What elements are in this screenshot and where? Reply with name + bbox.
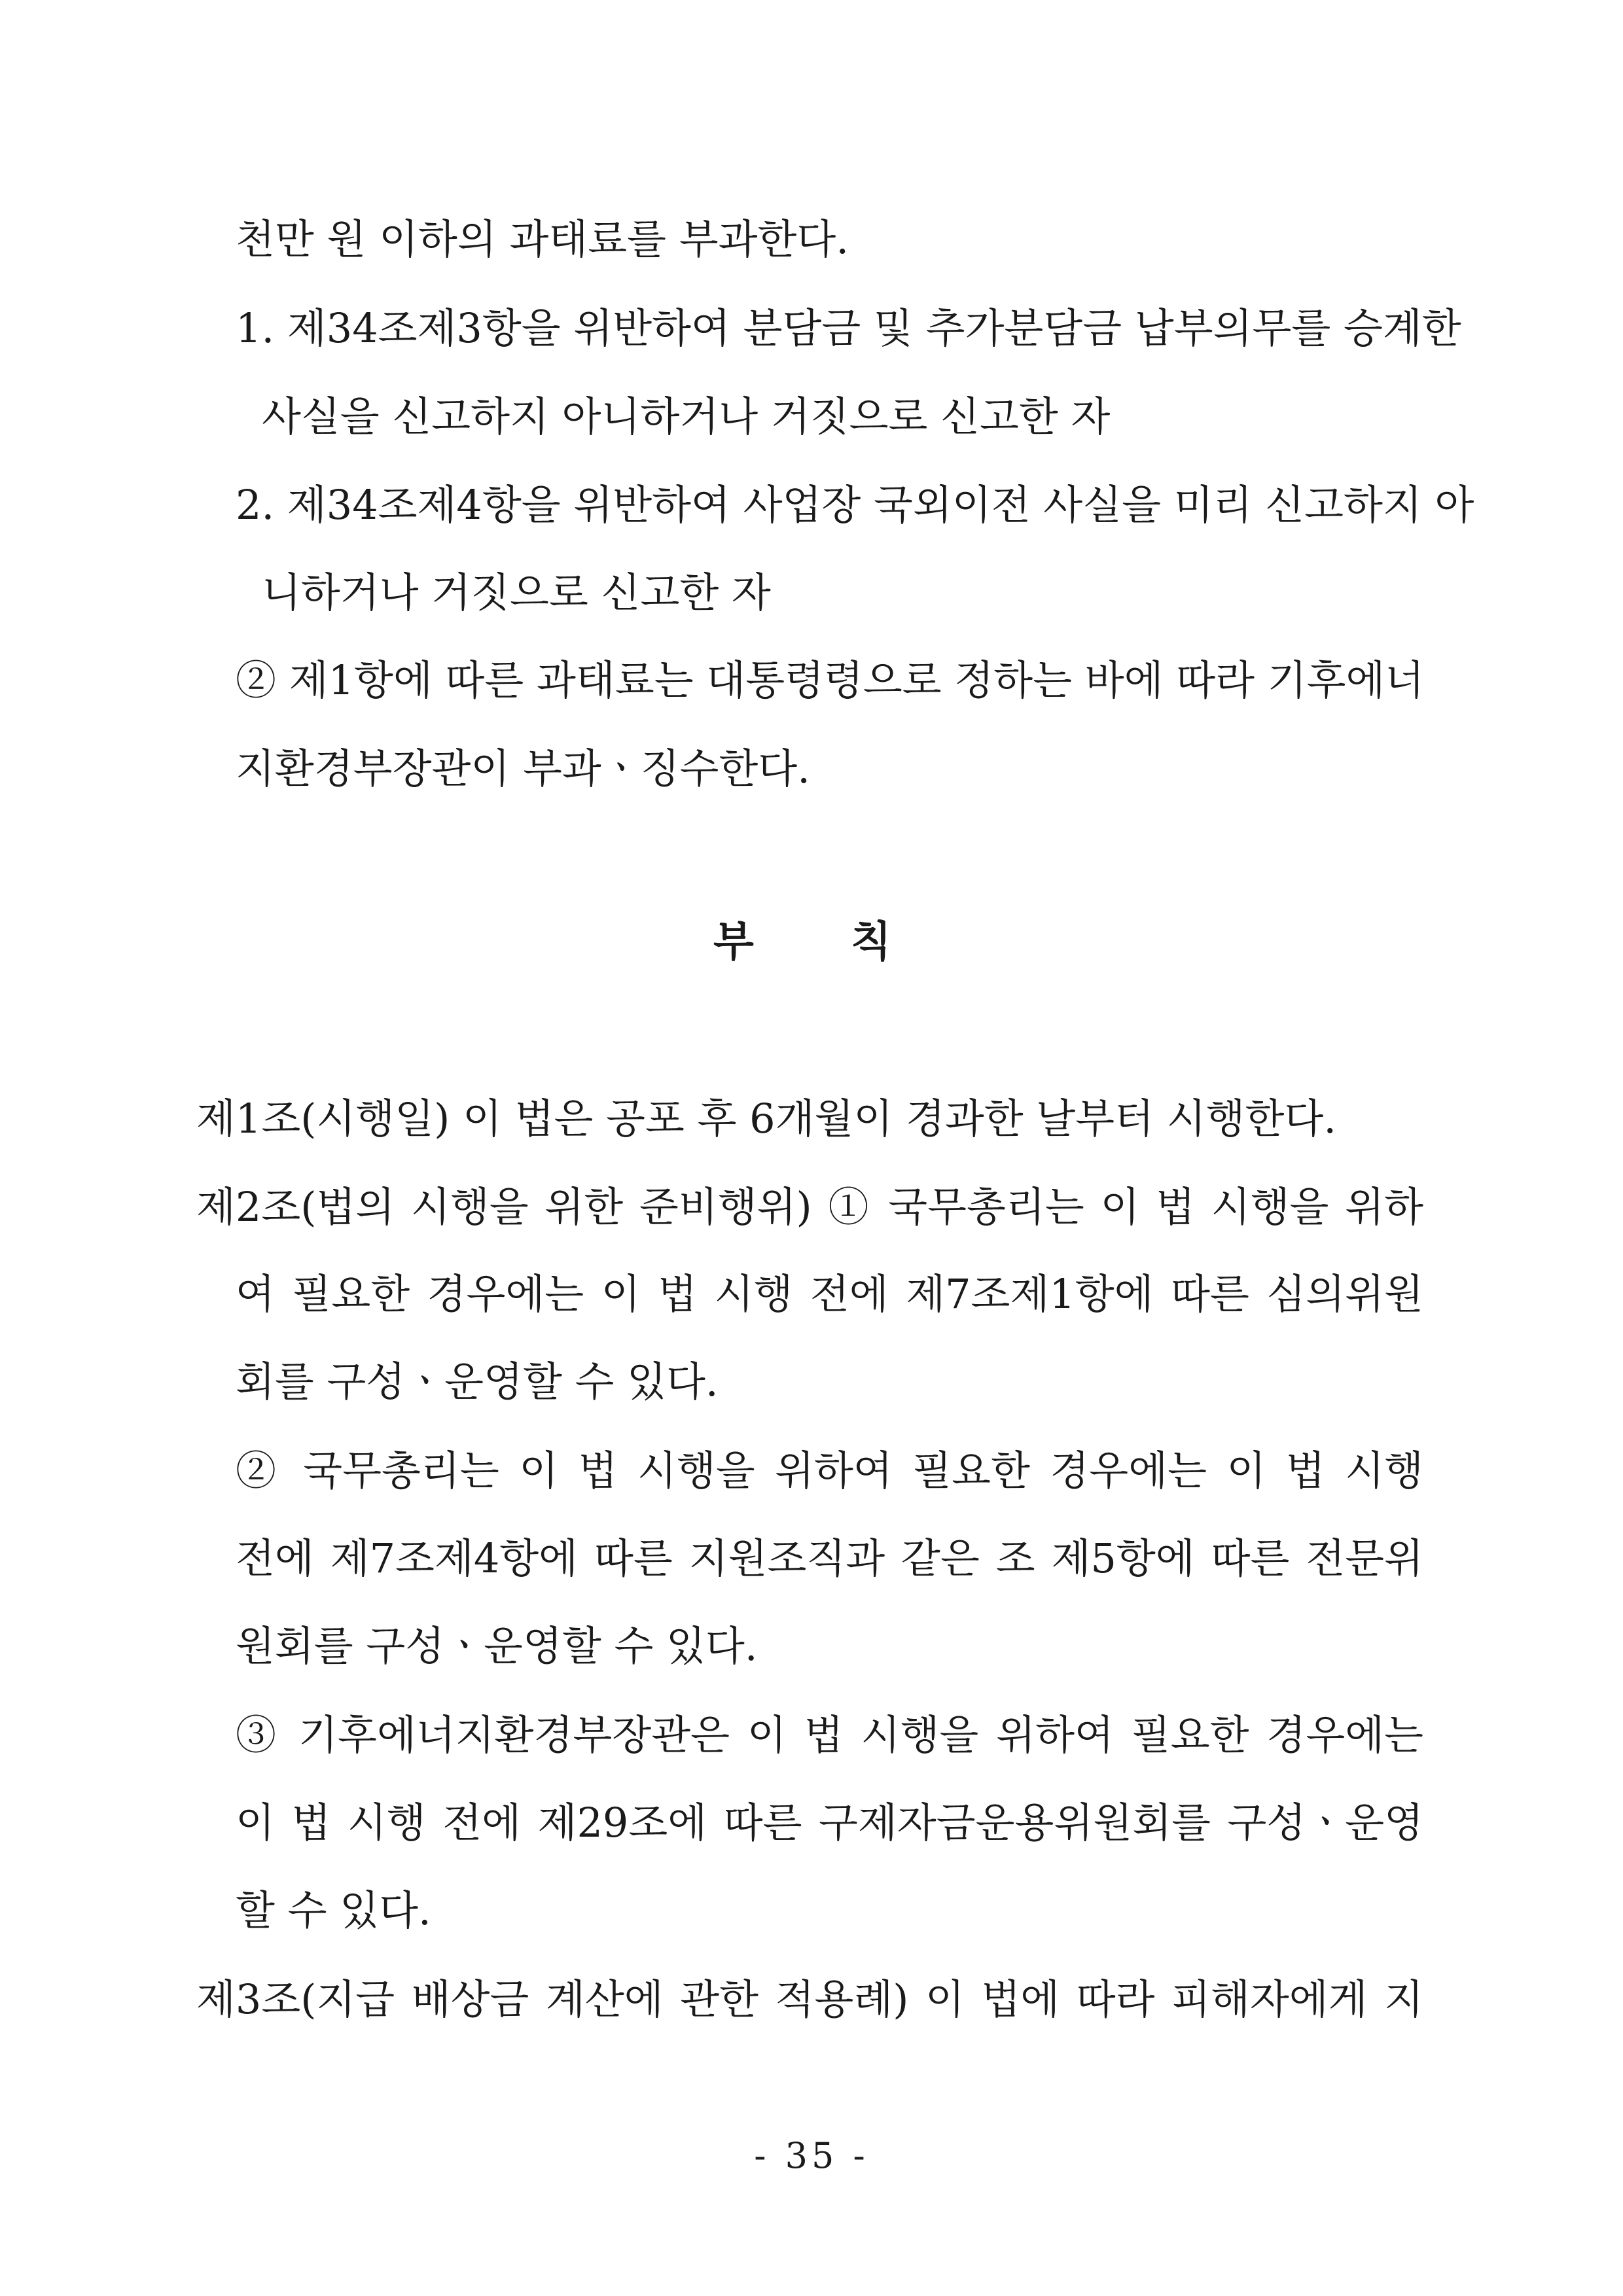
addenda-heading-2	[851, 916, 893, 968]
addenda-article-2-para-3-line-2: 이 법 시행 전에 제29조에 따른 구제자금운용위원회를 구성ㆍ운영	[236, 1799, 1423, 1846]
list-item-1-line-2: 사실을 신고하지 아니하거나 거짓으로 신고한 자	[262, 393, 1111, 440]
list-item-1-line-1: 1. 제34조제3항을 위반하여 분담금 및 추가분담금 납부의무를 승계한	[236, 304, 1461, 352]
list-item-2-line-2: 니하거나 거짓으로 신고한 자	[262, 569, 771, 616]
addenda-article-3-line-1: 제3조(지급 배상금 계산에 관한 적용례) 이 법에 따라 피해자에게 지	[196, 1975, 1423, 2023]
addenda-article-2-line-3: 회를 구성ㆍ운영할 수 있다.	[236, 1358, 719, 1405]
addenda-article-2-para-2-line-1: ② 국무총리는 이 법 시행을 위하여 필요한 경우에는 이 법 시행	[236, 1447, 1423, 1494]
addenda-article-2-para-3-line-3: 할 수 있다.	[236, 1886, 431, 1934]
paragraph-2-line-1: ② 제1항에 따른 과태료는 대통령령으로 정하는 바에 따라 기후에너	[236, 656, 1425, 704]
addenda-article-2-line-1: 제2조(법의 시행을 위한 준비행위) ① 국무총리는 이 법 시행을 위하	[196, 1183, 1423, 1231]
body-line: 천만 원 이하의 과태료를 부과한다.	[236, 215, 849, 263]
page-number: - 35 -	[754, 2135, 869, 2176]
addenda-article-2-para-2-line-3: 원회를 구성ㆍ운영할 수 있다.	[236, 1622, 758, 1670]
addenda-article-2-para-3-line-1: ③ 기후에너지환경부장관은 이 법 시행을 위하여 필요한 경우에는	[236, 1711, 1423, 1759]
addenda-article-1: 제1조(시행일) 이 법은 공포 후 6개월이 경과한 날부터 시행한다.	[196, 1095, 1337, 1142]
addenda-article-2-line-2: 여 필요한 경우에는 이 법 시행 전에 제7조제1항에 따른 심의위원	[236, 1270, 1423, 1318]
paragraph-2-line-2: 지환경부장관이 부과ㆍ징수한다.	[236, 745, 810, 792]
addenda-article-2-para-2-line-2: 전에 제7조제4항에 따른 지원조직과 같은 조 제5항에 따른 전문위	[236, 1534, 1423, 1582]
addenda-heading-left: 부	[713, 917, 755, 966]
addenda-heading	[713, 916, 755, 968]
addenda-heading-right: 칙	[851, 917, 893, 966]
list-item-2-line-1: 2. 제34조제4항을 위반하여 사업장 국외이전 사실을 미리 신고하지 아	[236, 481, 1474, 529]
